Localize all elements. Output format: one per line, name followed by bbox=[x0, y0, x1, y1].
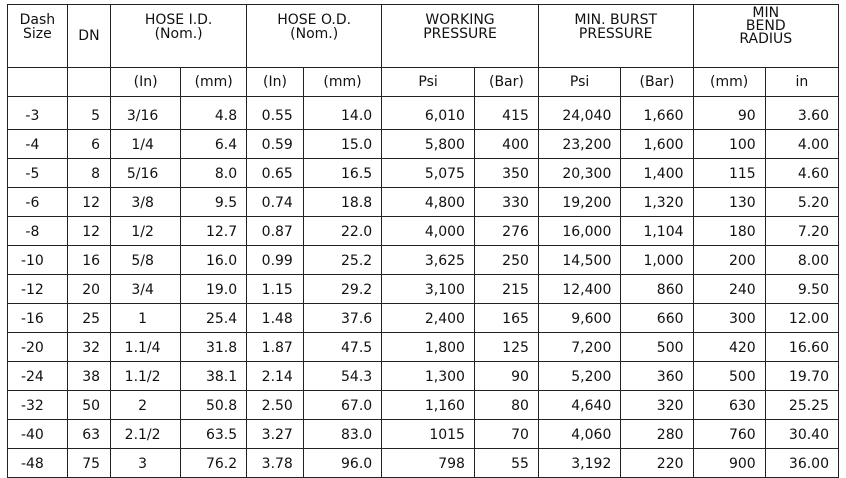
cell-bend-in: 19.70 bbox=[765, 362, 838, 391]
table-row bbox=[8, 217, 839, 246]
cell-bend-in: 3.60 bbox=[765, 97, 838, 130]
cell-dn: 38 bbox=[67, 362, 110, 391]
cell-dn: 75 bbox=[67, 449, 110, 478]
cell-burst-psi: 4,060 bbox=[538, 420, 620, 449]
header-hose-id bbox=[111, 5, 247, 68]
cell-od-in: 0.65 bbox=[247, 159, 304, 188]
unit-cell: Psi bbox=[538, 68, 620, 97]
cell-id-in: 1.1/4 bbox=[111, 333, 181, 362]
cell-dash-size: -10 bbox=[8, 246, 68, 275]
unit-cell: in bbox=[765, 68, 838, 97]
cell-working-psi: 1,300 bbox=[382, 362, 475, 391]
unit-cell: (mm) bbox=[181, 68, 247, 97]
cell-dn: 32 bbox=[67, 333, 110, 362]
table-row bbox=[8, 362, 839, 391]
cell-bend-in: 4.60 bbox=[765, 159, 838, 188]
unit-cell: Psi bbox=[382, 68, 475, 97]
cell-bend-mm: 180 bbox=[693, 217, 765, 246]
cell-dash-size: -8 bbox=[8, 217, 68, 246]
header-bend-radius bbox=[693, 5, 838, 68]
cell-burst-bar: 1,104 bbox=[621, 217, 693, 246]
table-body bbox=[8, 97, 839, 478]
header-bend-radius-line2: BEND bbox=[745, 18, 786, 34]
cell-working-bar: 250 bbox=[474, 246, 538, 275]
hose-spec-table bbox=[7, 4, 839, 478]
header-dn-label: DN bbox=[78, 28, 100, 44]
cell-working-bar: 415 bbox=[474, 97, 538, 130]
cell-id-mm: 38.1 bbox=[181, 362, 247, 391]
cell-dash-size: -12 bbox=[8, 275, 68, 304]
cell-bend-in: 12.00 bbox=[765, 304, 838, 333]
cell-dash-size: -24 bbox=[8, 362, 68, 391]
cell-od-mm: 54.3 bbox=[303, 362, 381, 391]
cell-od-mm: 67.0 bbox=[303, 391, 381, 420]
cell-working-psi: 798 bbox=[382, 449, 475, 478]
cell-id-in: 3 bbox=[111, 449, 181, 478]
cell-dn: 6 bbox=[67, 130, 110, 159]
cell-working-bar: 90 bbox=[474, 362, 538, 391]
cell-working-psi: 4,800 bbox=[382, 188, 475, 217]
header-dash-size-line1: Dash bbox=[19, 12, 56, 28]
cell-id-in: 1/2 bbox=[111, 217, 181, 246]
header-hose-id-line1: HOSE I.D. bbox=[144, 12, 213, 28]
table-row bbox=[8, 333, 839, 362]
cell-id-in: 1/4 bbox=[111, 130, 181, 159]
cell-od-in: 1.15 bbox=[247, 275, 304, 304]
cell-bend-in: 7.20 bbox=[765, 217, 838, 246]
cell-dn: 50 bbox=[67, 391, 110, 420]
cell-od-mm: 22.0 bbox=[303, 217, 381, 246]
cell-dn: 20 bbox=[67, 275, 110, 304]
cell-dash-size: -6 bbox=[8, 188, 68, 217]
cell-working-bar: 80 bbox=[474, 391, 538, 420]
header-hose-od-line1: HOSE O.D. bbox=[277, 12, 352, 28]
cell-bend-in: 9.50 bbox=[765, 275, 838, 304]
table-row bbox=[8, 420, 839, 449]
cell-burst-psi: 4,640 bbox=[538, 391, 620, 420]
cell-burst-bar: 1,320 bbox=[621, 188, 693, 217]
cell-burst-bar: 280 bbox=[621, 420, 693, 449]
cell-dash-size: -16 bbox=[8, 304, 68, 333]
cell-dash-size: -4 bbox=[8, 130, 68, 159]
cell-od-in: 1.87 bbox=[247, 333, 304, 362]
table-row bbox=[8, 130, 839, 159]
cell-burst-bar: 1,400 bbox=[621, 159, 693, 188]
cell-id-mm: 4.8 bbox=[181, 97, 247, 130]
cell-burst-psi: 24,040 bbox=[538, 97, 620, 130]
cell-od-in: 2.50 bbox=[247, 391, 304, 420]
cell-id-mm: 6.4 bbox=[181, 130, 247, 159]
cell-working-psi: 3,625 bbox=[382, 246, 475, 275]
cell-working-psi: 2,400 bbox=[382, 304, 475, 333]
cell-bend-mm: 100 bbox=[693, 130, 765, 159]
cell-bend-in: 16.60 bbox=[765, 333, 838, 362]
cell-bend-mm: 115 bbox=[693, 159, 765, 188]
header-dn bbox=[67, 5, 110, 68]
cell-od-in: 0.55 bbox=[247, 97, 304, 130]
cell-burst-psi: 9,600 bbox=[538, 304, 620, 333]
cell-od-mm: 83.0 bbox=[303, 420, 381, 449]
header-burst-pressure-line1: MIN. BURST bbox=[574, 12, 658, 28]
cell-od-in: 1.48 bbox=[247, 304, 304, 333]
cell-bend-mm: 630 bbox=[693, 391, 765, 420]
cell-burst-psi: 23,200 bbox=[538, 130, 620, 159]
cell-burst-bar: 1,000 bbox=[621, 246, 693, 275]
cell-id-in: 3/16 bbox=[111, 97, 181, 130]
cell-od-in: 2.14 bbox=[247, 362, 304, 391]
table-row bbox=[8, 246, 839, 275]
cell-working-bar: 165 bbox=[474, 304, 538, 333]
cell-dn: 25 bbox=[67, 304, 110, 333]
cell-id-mm: 50.8 bbox=[181, 391, 247, 420]
cell-working-psi: 1015 bbox=[382, 420, 475, 449]
unit-cell: (In) bbox=[111, 68, 181, 97]
cell-dn: 12 bbox=[67, 217, 110, 246]
header-bend-radius-line1: MIN bbox=[752, 5, 780, 21]
cell-dash-size: -5 bbox=[8, 159, 68, 188]
cell-bend-mm: 300 bbox=[693, 304, 765, 333]
cell-id-mm: 8.0 bbox=[181, 159, 247, 188]
header-dash-size bbox=[8, 5, 68, 68]
cell-id-mm: 9.5 bbox=[181, 188, 247, 217]
cell-burst-bar: 500 bbox=[621, 333, 693, 362]
cell-od-mm: 16.5 bbox=[303, 159, 381, 188]
cell-dn: 16 bbox=[67, 246, 110, 275]
cell-od-mm: 14.0 bbox=[303, 97, 381, 130]
header-hose-od-line2: (Nom.) bbox=[290, 26, 339, 42]
cell-od-in: 0.59 bbox=[247, 130, 304, 159]
header-hose-id-line2: (Nom.) bbox=[154, 26, 203, 42]
cell-bend-mm: 420 bbox=[693, 333, 765, 362]
cell-od-mm: 96.0 bbox=[303, 449, 381, 478]
cell-id-mm: 76.2 bbox=[181, 449, 247, 478]
cell-od-in: 0.87 bbox=[247, 217, 304, 246]
table-row bbox=[8, 97, 839, 130]
table-row bbox=[8, 159, 839, 188]
cell-working-bar: 55 bbox=[474, 449, 538, 478]
cell-id-mm: 19.0 bbox=[181, 275, 247, 304]
header-working-pressure bbox=[382, 5, 539, 68]
cell-working-bar: 276 bbox=[474, 217, 538, 246]
cell-working-bar: 400 bbox=[474, 130, 538, 159]
cell-dn: 5 bbox=[67, 97, 110, 130]
cell-working-psi: 1,800 bbox=[382, 333, 475, 362]
table-row bbox=[8, 449, 839, 478]
cell-bend-mm: 900 bbox=[693, 449, 765, 478]
cell-bend-in: 25.25 bbox=[765, 391, 838, 420]
cell-burst-psi: 12,400 bbox=[538, 275, 620, 304]
header-working-pressure-line1: WORKING bbox=[425, 12, 495, 28]
cell-bend-in: 5.20 bbox=[765, 188, 838, 217]
cell-od-in: 0.74 bbox=[247, 188, 304, 217]
cell-burst-bar: 360 bbox=[621, 362, 693, 391]
cell-burst-bar: 1,600 bbox=[621, 130, 693, 159]
table-row bbox=[8, 304, 839, 333]
cell-working-psi: 3,100 bbox=[382, 275, 475, 304]
cell-burst-psi: 20,300 bbox=[538, 159, 620, 188]
cell-dn: 8 bbox=[67, 159, 110, 188]
unit-cell: (mm) bbox=[693, 68, 765, 97]
cell-bend-in: 30.40 bbox=[765, 420, 838, 449]
unit-cell: (Bar) bbox=[474, 68, 538, 97]
cell-id-in: 1.1/2 bbox=[111, 362, 181, 391]
cell-dash-size: -3 bbox=[8, 97, 68, 130]
units-row bbox=[8, 68, 839, 97]
cell-od-mm: 25.2 bbox=[303, 246, 381, 275]
unit-cell: (mm) bbox=[303, 68, 381, 97]
cell-bend-mm: 760 bbox=[693, 420, 765, 449]
cell-dash-size: -40 bbox=[8, 420, 68, 449]
cell-burst-psi: 3,192 bbox=[538, 449, 620, 478]
cell-id-in: 2 bbox=[111, 391, 181, 420]
cell-id-in: 2.1/2 bbox=[111, 420, 181, 449]
cell-od-in: 0.99 bbox=[247, 246, 304, 275]
cell-working-psi: 5,075 bbox=[382, 159, 475, 188]
cell-id-mm: 16.0 bbox=[181, 246, 247, 275]
cell-burst-bar: 220 bbox=[621, 449, 693, 478]
cell-bend-in: 8.00 bbox=[765, 246, 838, 275]
cell-bend-in: 36.00 bbox=[765, 449, 838, 478]
cell-working-bar: 215 bbox=[474, 275, 538, 304]
cell-id-in: 5/16 bbox=[111, 159, 181, 188]
cell-working-bar: 125 bbox=[474, 333, 538, 362]
cell-id-mm: 63.5 bbox=[181, 420, 247, 449]
cell-bend-mm: 240 bbox=[693, 275, 765, 304]
cell-id-mm: 31.8 bbox=[181, 333, 247, 362]
table-row bbox=[8, 275, 839, 304]
cell-od-in: 3.78 bbox=[247, 449, 304, 478]
header-hose-od bbox=[247, 5, 382, 68]
cell-burst-bar: 1,660 bbox=[621, 97, 693, 130]
cell-working-bar: 70 bbox=[474, 420, 538, 449]
cell-bend-in: 4.00 bbox=[765, 130, 838, 159]
header-dash-size-line2: Size bbox=[23, 26, 52, 42]
cell-od-mm: 18.8 bbox=[303, 188, 381, 217]
cell-dash-size: -32 bbox=[8, 391, 68, 420]
cell-burst-bar: 660 bbox=[621, 304, 693, 333]
cell-dash-size: -48 bbox=[8, 449, 68, 478]
header-burst-pressure-line2: PRESSURE bbox=[578, 26, 653, 42]
unit-cell: (Bar) bbox=[621, 68, 693, 97]
cell-od-in: 3.27 bbox=[247, 420, 304, 449]
cell-bend-mm: 130 bbox=[693, 188, 765, 217]
cell-bend-mm: 90 bbox=[693, 97, 765, 130]
cell-working-psi: 5,800 bbox=[382, 130, 475, 159]
cell-bend-mm: 200 bbox=[693, 246, 765, 275]
cell-burst-psi: 14,500 bbox=[538, 246, 620, 275]
cell-id-in: 3/4 bbox=[111, 275, 181, 304]
cell-od-mm: 37.6 bbox=[303, 304, 381, 333]
cell-bend-mm: 500 bbox=[693, 362, 765, 391]
cell-id-mm: 25.4 bbox=[181, 304, 247, 333]
cell-burst-psi: 19,200 bbox=[538, 188, 620, 217]
cell-dash-size: -20 bbox=[8, 333, 68, 362]
cell-burst-psi: 16,000 bbox=[538, 217, 620, 246]
unit-cell bbox=[67, 68, 110, 97]
cell-working-psi: 6,010 bbox=[382, 97, 475, 130]
header-bend-radius-line3: RADIUS bbox=[739, 31, 793, 47]
cell-id-in: 3/8 bbox=[111, 188, 181, 217]
cell-burst-psi: 5,200 bbox=[538, 362, 620, 391]
header-burst-pressure bbox=[538, 5, 693, 68]
header-row bbox=[8, 5, 839, 68]
header-working-pressure-line2: PRESSURE bbox=[423, 26, 497, 42]
cell-id-in: 5/8 bbox=[111, 246, 181, 275]
cell-working-bar: 350 bbox=[474, 159, 538, 188]
cell-od-mm: 15.0 bbox=[303, 130, 381, 159]
cell-od-mm: 29.2 bbox=[303, 275, 381, 304]
cell-dn: 12 bbox=[67, 188, 110, 217]
cell-working-psi: 4,000 bbox=[382, 217, 475, 246]
unit-cell: (In) bbox=[247, 68, 304, 97]
cell-working-psi: 1,160 bbox=[382, 391, 475, 420]
cell-od-mm: 47.5 bbox=[303, 333, 381, 362]
cell-working-bar: 330 bbox=[474, 188, 538, 217]
cell-id-mm: 12.7 bbox=[181, 217, 247, 246]
table-row bbox=[8, 391, 839, 420]
cell-id-in: 1 bbox=[111, 304, 181, 333]
table-row bbox=[8, 188, 839, 217]
unit-cell bbox=[8, 68, 68, 97]
cell-burst-bar: 860 bbox=[621, 275, 693, 304]
cell-dn: 63 bbox=[67, 420, 110, 449]
cell-burst-bar: 320 bbox=[621, 391, 693, 420]
cell-burst-psi: 7,200 bbox=[538, 333, 620, 362]
